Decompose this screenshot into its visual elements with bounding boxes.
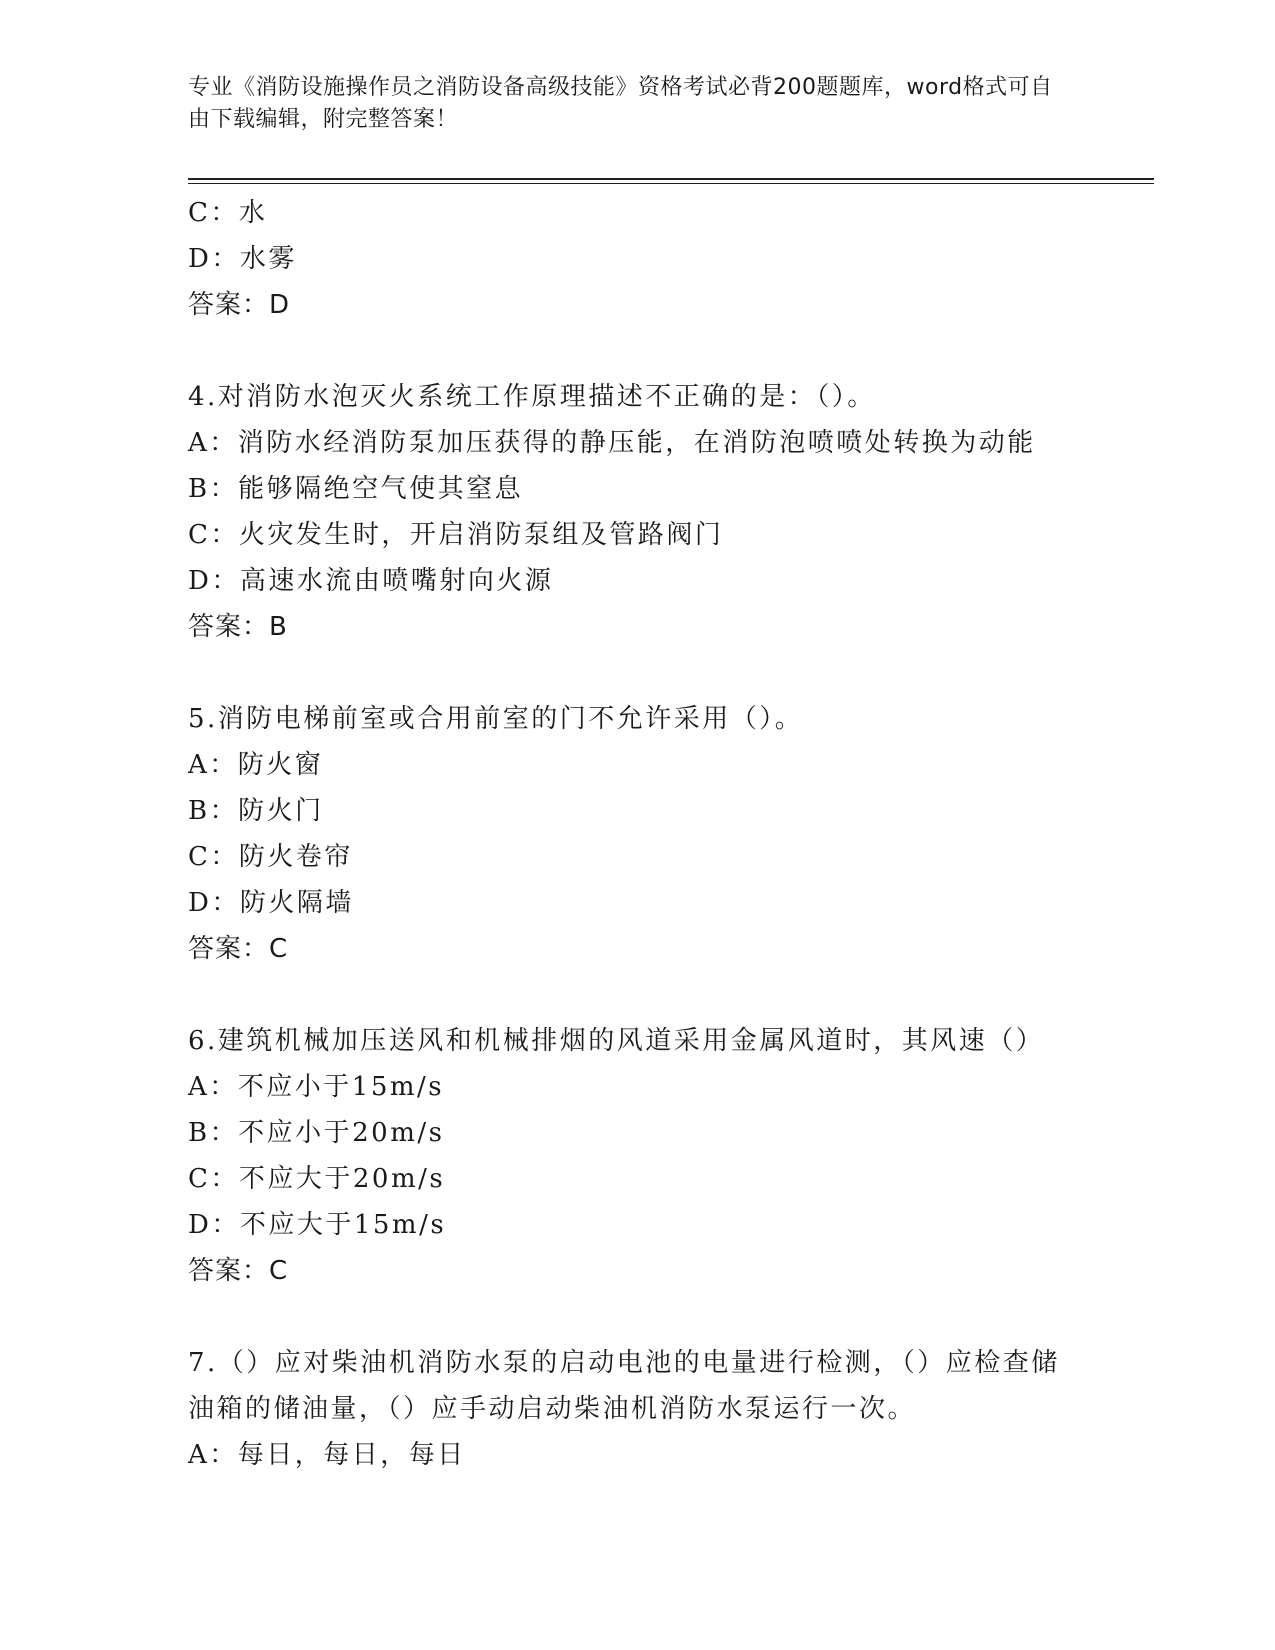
- document-title: 专业《消防设施操作员之消防设备高级技能》资格考试必背200题题库，word格式可自由下载编辑，附完整答案！: [188, 75, 1053, 132]
- option-b: B：不应小于20m/s: [188, 1118, 445, 1148]
- option-c: C：不应大于20m/s: [188, 1164, 446, 1194]
- question-stem: 4.对消防水泡灭火系统工作原理描述不正确的是：（）。: [188, 382, 876, 412]
- header-divider-thin: [188, 183, 1154, 184]
- answer-line: 答案：C: [188, 934, 289, 964]
- answer-line: 答案：C: [188, 1256, 289, 1286]
- question-stem: 7.（）应对柴油机消防水泵的启动电池的电量进行检测，（）应检查储油箱的储油量，（）应手动启动柴油机消防水泵运行一次。: [188, 1348, 1060, 1424]
- option-d: D：防火隔墙: [188, 888, 354, 918]
- answer-line: 答案：D: [188, 290, 291, 320]
- option-a: A：消防水经消防泵加压获得的静压能，在消防泡喷喷处转换为动能: [188, 428, 1036, 458]
- question-6: [188, 1018, 1088, 1294]
- answer-line: 答案：B: [188, 612, 288, 642]
- option-b: B：防火门: [188, 796, 324, 826]
- question-list: [188, 190, 1088, 1478]
- document-header: [188, 72, 1068, 136]
- question-stem: 6.建筑机械加压送风和机械排烟的风道采用金属风道时，其风速（）: [188, 1026, 1045, 1056]
- option-b: B：能够隔绝空气使其窒息: [188, 474, 524, 504]
- option-d: D：高速水流由喷嘴射向火源: [188, 566, 554, 596]
- option-c: C：水: [188, 198, 268, 228]
- question-5: [188, 696, 1088, 972]
- option-d: D：不应大于15m/s: [188, 1210, 447, 1240]
- option-a: A：防火窗: [188, 750, 324, 780]
- question-stem: 5.消防电梯前室或合用前室的门不允许采用（）。: [188, 704, 804, 734]
- option-a: A：不应小于15m/s: [188, 1072, 445, 1102]
- option-d: D：水雾: [188, 244, 297, 274]
- option-c: C：防火卷帘: [188, 842, 353, 872]
- prev-question-tail: [188, 190, 1088, 328]
- header-divider-thick: [188, 178, 1154, 180]
- question-4: [188, 374, 1088, 650]
- option-c: C：火灾发生时，开启消防泵组及管路阀门: [188, 520, 724, 550]
- option-a: A：每日，每日，每日: [188, 1440, 466, 1470]
- question-7: [188, 1340, 1088, 1478]
